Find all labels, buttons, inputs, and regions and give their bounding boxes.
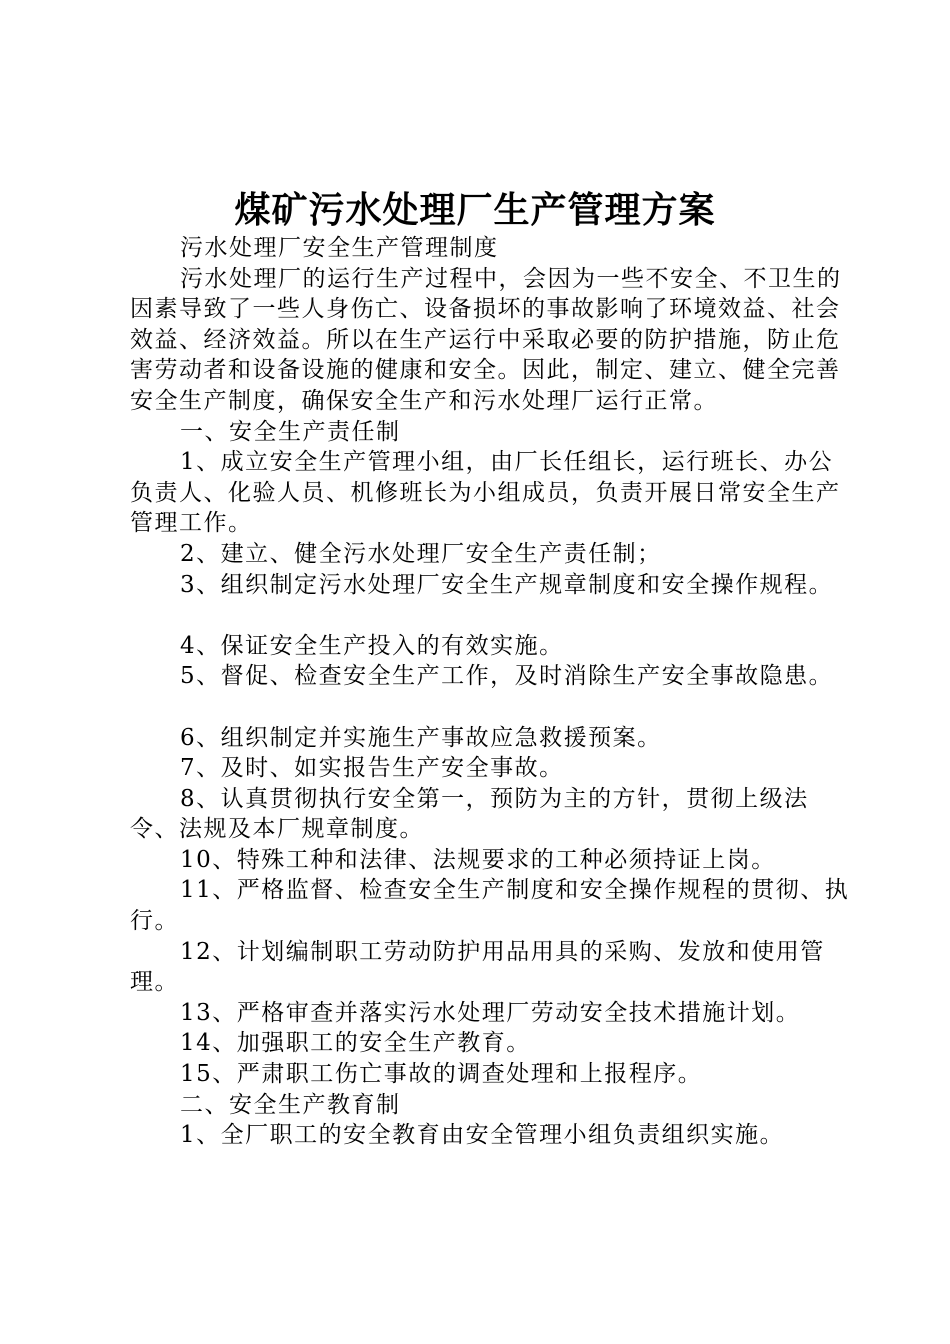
list-item: 10、特殊工种和法律、法规要求的工种必须持证上岗。 xyxy=(180,846,776,873)
list-item: 12、计划编制职工劳动防护用品用具的采购、发放和使用管理。 xyxy=(130,938,825,996)
list-item: 6、组织制定并实施生产事故应急救援预案。 xyxy=(180,724,662,751)
list-item: 3、组织制定污水处理厂安全生产规章制度和安全操作规程。 xyxy=(180,571,834,598)
section-heading: 二、安全生产教育制 xyxy=(180,1091,401,1118)
paragraph: 污水处理厂的运行生产过程中，会因为一些不安全、不卫生的因素导致了一些人身伤亡、设备损坏的事故影响了环境效益、社会效益、经济效益。所以在生产运行中采取必要的防护措施，防止危害劳动者和设备设施的健康和安全。因此，制定、建立、健全完善安全生产制度，确保安全生产和污水处理厂运行正常。 xyxy=(130,265,842,414)
list-item: 1、全厂职工的安全教育由安全管理小组负责组织实施。 xyxy=(180,1122,785,1149)
document-body xyxy=(130,233,850,1151)
list-item: 15、严肃职工伤亡事故的调查处理和上报程序。 xyxy=(180,1061,703,1088)
list-item: 2、建立、健全污水处理厂安全生产责任制； xyxy=(180,540,662,567)
list-item: 11、严格监督、检查安全生产制度和安全操作规程的贯彻、执行。 xyxy=(130,877,850,935)
list-item: 4、保证安全生产投入的有效实施。 xyxy=(180,632,564,659)
list-item: 8、认真贯彻执行安全第一，预防为主的方针，贯彻上级法令、法规及本厂规章制度。 xyxy=(130,785,809,843)
document-title: 煤矿污水处理厂生产管理方案 xyxy=(234,189,716,231)
list-item: 7、及时、如实报告生产安全事故。 xyxy=(180,755,564,782)
list-item: 14、加强职工的安全生产教育。 xyxy=(180,1030,531,1057)
list-item: 1、成立安全生产管理小组，由厂长任组长，运行班长、办公负责人、化验人员、机修班长为小组成员，负责开展日常安全生产管理工作。 xyxy=(130,449,841,537)
list-item: 5、督促、检查安全生产工作，及时消除生产安全事故隐患。 xyxy=(180,663,834,690)
list-item: 13、严格审查并落实污水处理厂劳动安全技术措施计划。 xyxy=(180,999,801,1026)
paragraph: 污水处理厂安全生产管理制度 xyxy=(180,235,499,261)
section-heading: 一、安全生产责任制 xyxy=(180,418,401,445)
